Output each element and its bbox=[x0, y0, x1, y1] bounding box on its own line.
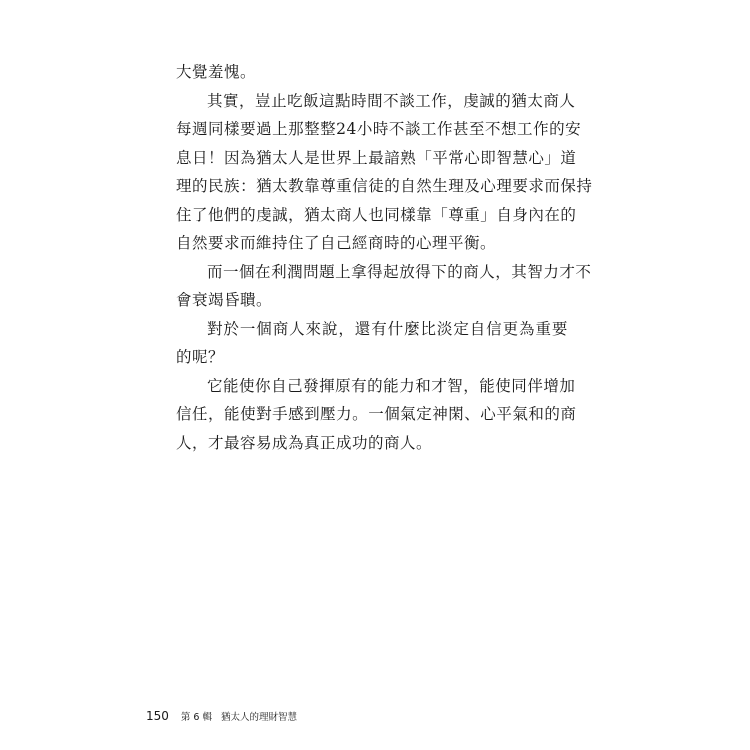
chapter-label: 第 6 輯 bbox=[180, 712, 212, 723]
text-line: 理 的 民 族 ： 猶 太 教 靠 尊 重 信 徒 的 自 然 生 理 及 心 理 要 求 而 保 持 bbox=[176, 177, 593, 195]
page-footer bbox=[146, 708, 297, 724]
text-line: 會衰竭昏聵。 bbox=[176, 291, 273, 309]
text-line: 其 實 ， 豈 止 吃 飯 這 點 時 間 不 談 工 作 ， 虔 誠 的 猶 太 商 人 bbox=[207, 91, 576, 110]
text-line: 大覺羞愧。 bbox=[176, 63, 257, 81]
text-line: 自然要求而維持住了自己經商時的心理平衡。 bbox=[176, 234, 497, 252]
page-number: 150 bbox=[146, 709, 169, 723]
text-line: 的呢？ bbox=[176, 348, 225, 366]
text-line: 人，才最容易成為真正成功的商人。 bbox=[176, 433, 433, 452]
body-text bbox=[176, 58, 593, 457]
text-line: 信 任 ， 能 使 對 手 感 到 壓 力 。 一 個 氣 定 神 閑 、 心 平 氣 和 的 商 bbox=[176, 405, 577, 423]
text-line: 對 於 一 個 商 人 來 說 ， 還 有 什 麼 比 淡 定 自 信 更 為 重 要 bbox=[207, 319, 568, 338]
text-line: 每 週 同 樣 要 過 上 那 整 整 24 小 時 不 談 工 作 甚 至 不 想 工 作 的 安 bbox=[176, 120, 582, 138]
text-line: 住 了 他 們 的 虔 誠 ， 猶 太 商 人 也 同 樣 靠 「 尊 重 」 自 身 內 在 的 bbox=[176, 205, 577, 224]
text-line: 而 一 個 在 利 潤 問 題 上 拿 得 起 放 得 下 的 商 人 ， 其 智 力 才 不 bbox=[207, 262, 592, 281]
text-line: 息 日 ！ 因 為 猶 太 人 是 世 界 上 最 諳 熟 「 平 常 心 即 智 慧 心 」 道 bbox=[176, 148, 577, 167]
chapter-title: 猶太人的理財智慧 bbox=[221, 712, 298, 723]
text-line: 它 能 使 你 自 己 發 揮 原 有 的 能 力 和 才 智 ， 能 使 同 伴 增 加 bbox=[207, 376, 576, 395]
